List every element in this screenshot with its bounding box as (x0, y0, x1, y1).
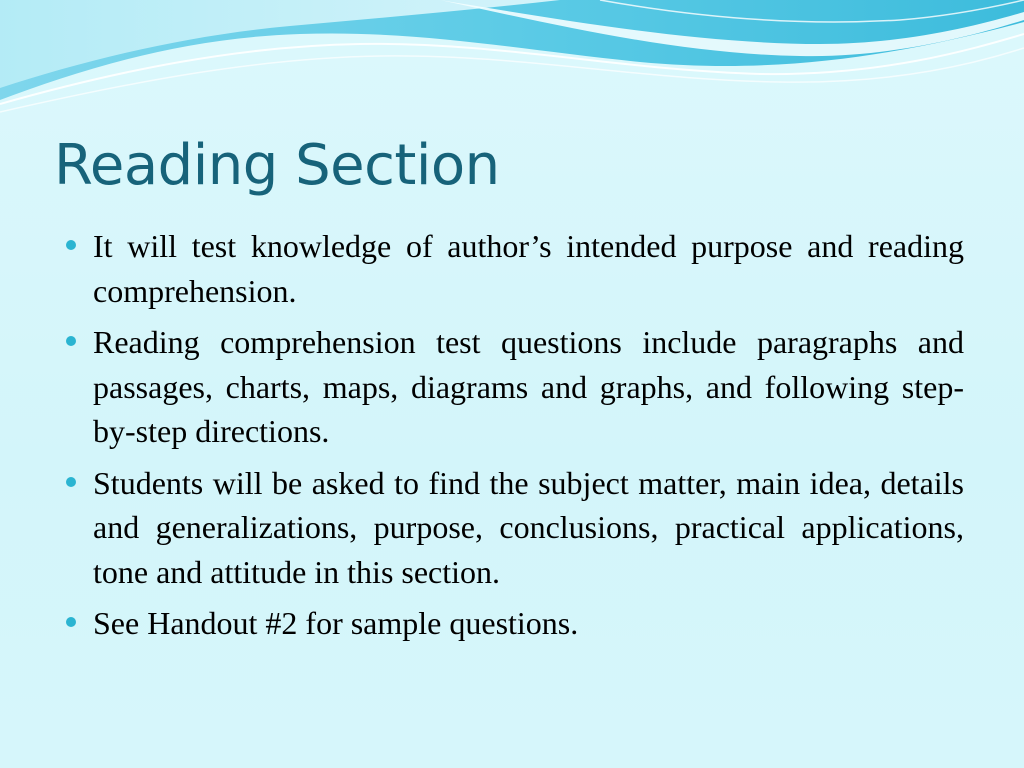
bullet-dot-icon (66, 617, 76, 627)
bullet-text: See Handout #2 for sample questions. (93, 605, 579, 641)
bullet-item (62, 224, 964, 313)
decorative-wave-banner (0, 0, 1024, 120)
bullet-dot-icon (66, 240, 76, 250)
bullet-item (62, 320, 964, 454)
slide-title: Reading Section (54, 133, 500, 198)
bullet-dot-icon (66, 477, 76, 487)
bullet-item (62, 461, 964, 595)
bullet-text: It will test knowledge of author’s intended purpose and reading comprehension. (93, 228, 964, 309)
bullet-text: Students will be asked to find the subject matter, main idea, details and generalizations, purpose, conclusions, practical applications, tone and attitude in this section. (93, 464, 964, 590)
bullet-list (62, 224, 964, 653)
bullet-item (62, 601, 964, 646)
bullet-dot-icon (66, 336, 76, 346)
wave-line-2 (0, 48, 1024, 112)
bullet-text: Reading comprehension test questions include paragraphs and passages, charts, maps, diagrams and graphs, and following step-by-step directions. (93, 324, 964, 449)
